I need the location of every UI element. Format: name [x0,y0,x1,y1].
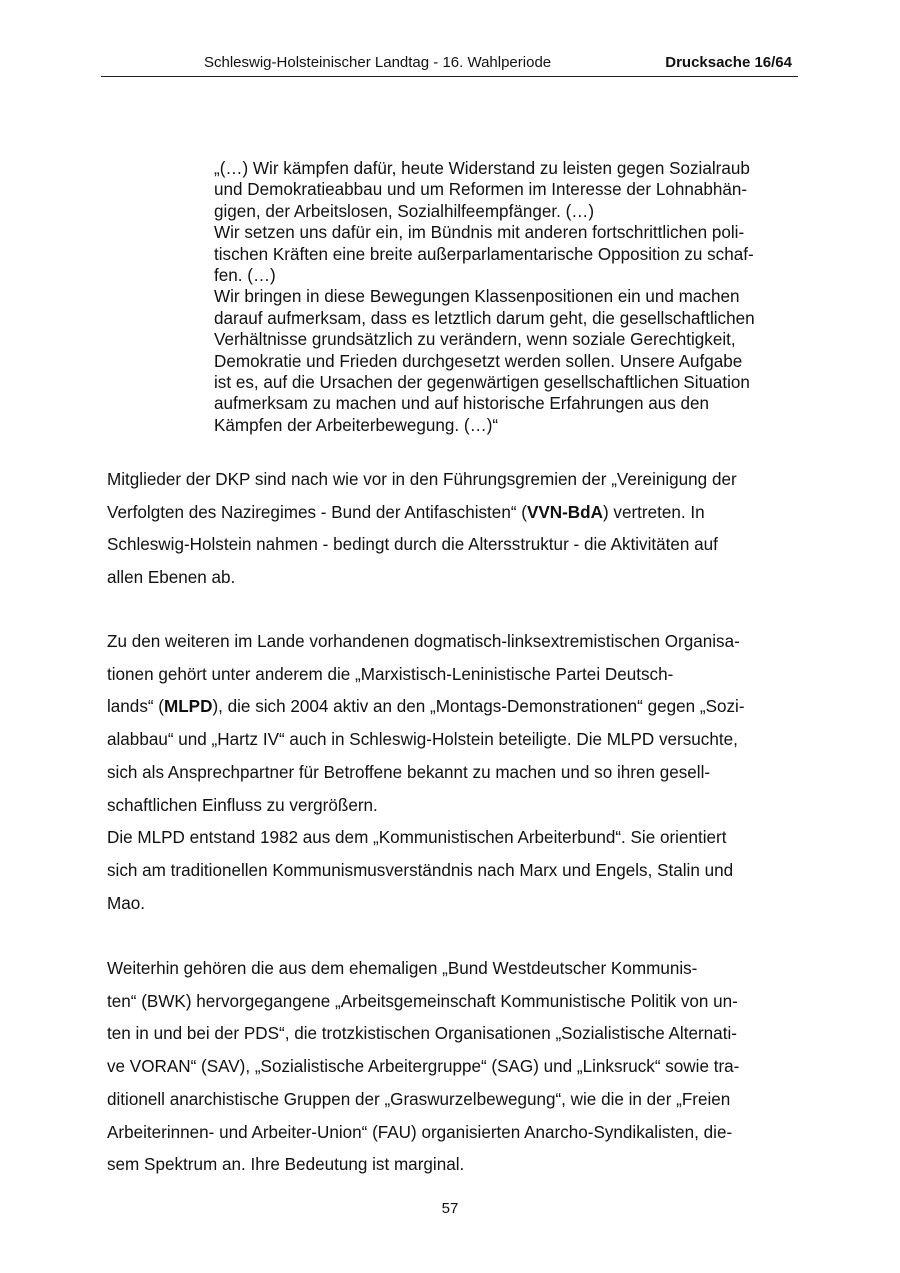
text-line: Mao. [107,893,146,913]
text-span: lands“ ( [107,697,164,717]
quote-line: Wir setzen uns dafür ein, im Bündnis mit anderen fortschrittlichen poli- [214,223,745,243]
quote-line: gigen, der Arbeitslosen, Sozialhilfeempfänger. (…) [214,201,595,221]
text-span: ), die sich 2004 aktiv an den „Montags-Demonstrationen“ gegen „Sozi- [212,697,745,717]
text-line: Arbeiterinnen- und Arbeiter-Union“ (FAU) organisierten Anarcho-Syndikalisten, die- [107,1122,733,1142]
quote-line: „(…) Wir kämpfen dafür, heute Widerstand zu leisten gegen Sozialraub [214,159,750,178]
text-line: sich als Ansprechpartner für Betroffene bekannt zu machen und so ihren gesell- [107,762,711,782]
text-line: sem Spektrum an. Ihre Bedeutung ist marginal. [107,1155,465,1175]
quote-line: aufmerksam zu machen und auf historische Erfahrungen aus den [214,394,710,414]
text-line: allen Ebenen ab. [107,568,236,588]
text-line: ditionell anarchistische Gruppen der „Graswurzelbewegung“, wie die in der „Freien [107,1089,731,1109]
document-reference: Drucksache 16/64 [665,54,792,71]
text-line: Schleswig-Holstein nahmen - bedingt durch die Altersstruktur - die Aktivitäten auf [107,535,718,555]
page-header [101,50,798,77]
header-title: Schleswig-Holsteinischer Landtag - 16. Wahlperiode [204,54,552,71]
text-line: ten in und bei der PDS“, die trotzkistischen Organisationen „Sozialistische Alternati- [107,1024,737,1044]
text-line: ten“ (BWK) hervorgegangene „Arbeitsgemeinschaft Kommunistische Politik von un- [107,991,738,1011]
paragraph-other-groups [107,953,797,1182]
org-abbreviation-mlpd: MLPD [164,697,213,717]
text-line: Mitglieder der DKP sind nach wie vor in den Führungsgremien der „Vereinigung der [107,470,737,489]
quote-line: ist es, auf die Ursachen der gegenwärtigen gesellschaftlichen Situation [214,373,750,393]
text-line: Weiterhin gehören die aus dem ehemaligen „Bund Westdeutscher Kommunis- [107,959,698,978]
text-line: tionen gehört unter anderem die „Marxistisch-Leninistische Partei Deutsch- [107,664,674,684]
text-line [107,497,797,530]
quote-line: Wir bringen in diese Bewegungen Klassenpositionen ein und machen [214,287,740,307]
text-line [107,691,797,724]
quote-line: Verhältnisse grundsätzlich zu verändern, wenn soziale Gerechtigkeit, [214,330,736,350]
text-line: schaftlichen Einfluss zu vergrößern. [107,795,378,815]
quote-line: und Demokratieabbau und um Reformen im Interesse der Lohnabhän- [214,180,748,200]
org-abbreviation-vvn-bda: VVN-BdA [526,502,603,522]
paragraph-mlpd [107,626,797,920]
quote-line: Kämpfen der Arbeiterbewegung. (…)“ [214,415,499,435]
text-span: ) vertreten. In [602,502,705,522]
paragraph-dkp [107,464,797,595]
quote-block [214,158,799,436]
text-line: alabbau“ und „Hartz IV“ auch in Schleswig-Holstein beteiligte. Die MLPD versuchte, [107,730,738,750]
text-line: Die MLPD entstand 1982 aus dem „Kommunistischen Arbeiterbund“. Sie orientiert [107,828,727,848]
quote-line: tischen Kräften eine breite außerparlamentarische Opposition zu schaf- [214,244,754,264]
page-number: 57 [441,1200,459,1217]
quote-line: Demokratie und Frieden durchgesetzt werden sollen. Unsere Aufgabe [214,351,743,371]
quote-line: darauf aufmerksam, dass es letztlich darum geht, die gesellschaftlichen [214,308,755,328]
text-span: Verfolgten des Naziregimes - Bund der Antifaschisten“ ( [107,502,527,522]
quote-line: fen. (…) [214,266,276,286]
text-line: sich am traditionellen Kommunismusverständnis nach Marx und Engels, Stalin und [107,860,734,880]
text-line: ve VORAN“ (SAV), „Sozialistische Arbeitergruppe“ (SAG) und „Linksruck“ sowie tra- [107,1057,740,1077]
text-line: Zu den weiteren im Lande vorhandenen dogmatisch-linksextremistischen Organisa- [107,632,740,651]
